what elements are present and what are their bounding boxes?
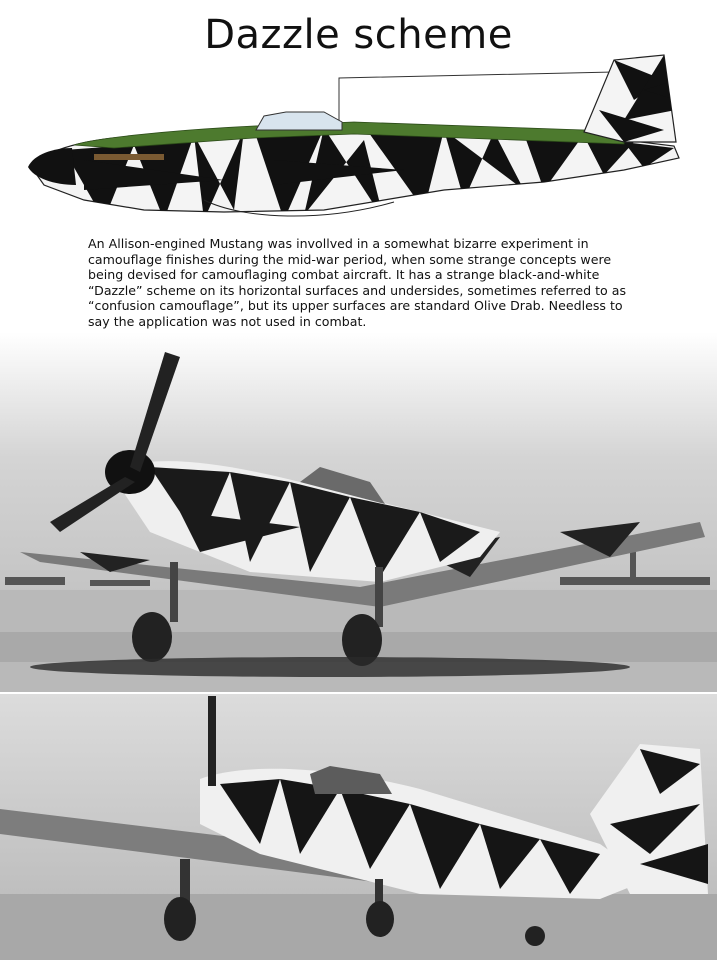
photo-front-quarter-view [0, 332, 717, 692]
aircraft-profile-illustration [24, 50, 694, 235]
photo-side-view [0, 694, 717, 960]
article-caption: An Allison-engined Mustang was invollved in a somewhat bizarre experiment in camouflage finishes during the mid-war period, when some strange concepts were being devised for camouflaging combat aircraft. It has a strange black-and-white “Dazzle” scheme on its horizontal surfaces and undersides, sometimes referred to as “confusion camouflage”, but its upper surfaces are standard Olive Drab. Needless to say the application was not used in combat. [88, 236, 627, 329]
page-title: Dazzle scheme [204, 12, 513, 58]
